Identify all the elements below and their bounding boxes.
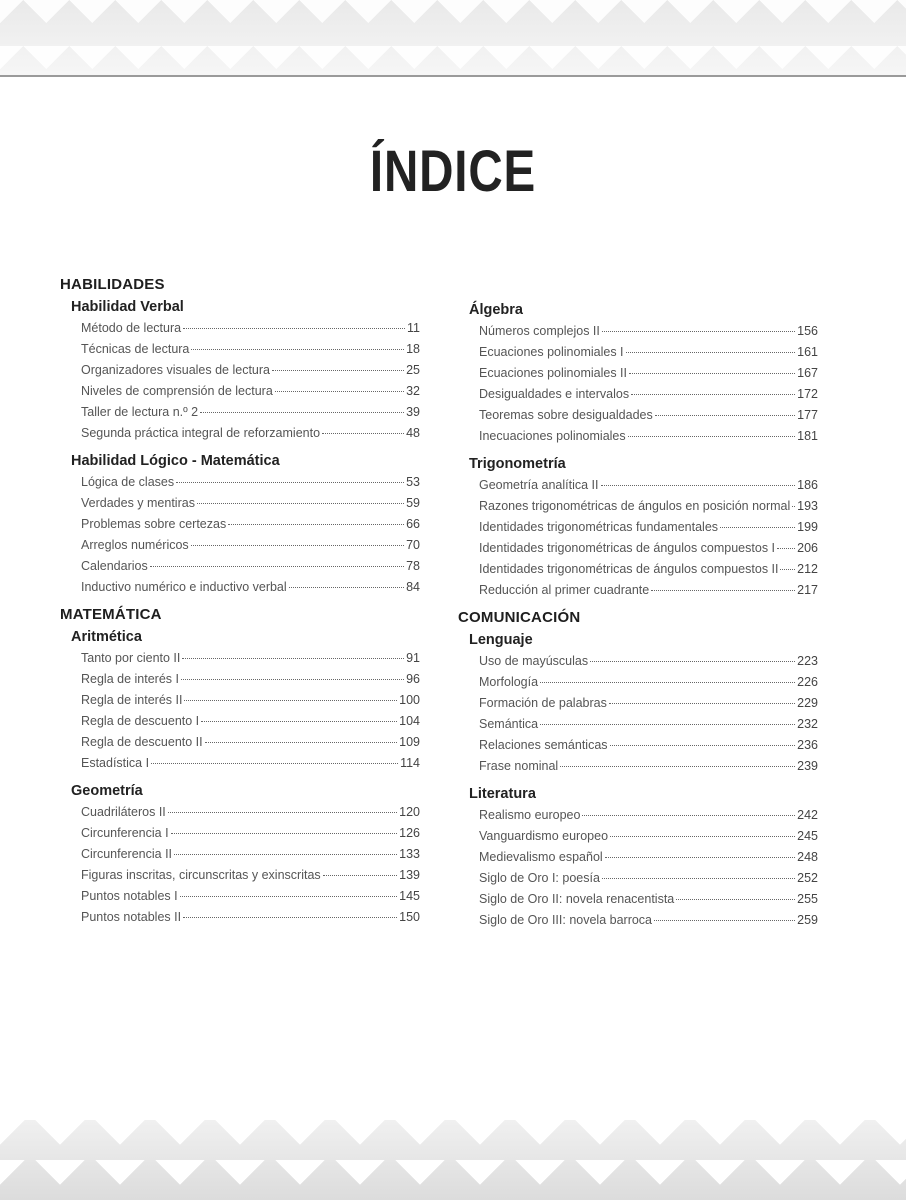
entry-page-number: 193 <box>797 499 818 513</box>
toc-entry[interactable] <box>479 735 818 756</box>
entry-page-number: 114 <box>400 756 420 770</box>
toc-entry[interactable] <box>81 493 420 514</box>
header-pattern-band <box>0 0 906 75</box>
entry-page-number: 78 <box>406 559 420 573</box>
subsection-heading-algebra: Álgebra <box>469 302 523 318</box>
dot-leader <box>197 503 404 504</box>
entry-page-number: 255 <box>797 892 818 906</box>
toc-entry[interactable] <box>479 517 818 538</box>
entry-title: Vanguardismo europeo <box>479 829 609 843</box>
header-divider <box>0 75 906 77</box>
entry-title: Siglo de Oro II: novela renacentista <box>479 892 675 906</box>
dot-leader <box>540 724 795 725</box>
dot-leader <box>191 545 404 546</box>
dot-leader <box>272 370 404 371</box>
entry-title: Medievalismo español <box>479 850 603 864</box>
entry-title: Arreglos numéricos <box>81 538 189 552</box>
entry-page-number: 91 <box>406 651 420 665</box>
dot-leader <box>651 590 795 591</box>
toc-entry[interactable] <box>81 556 420 577</box>
subsection-heading-geometria: Geometría <box>71 783 143 799</box>
entry-page-number: 217 <box>797 583 818 597</box>
toc-entry[interactable] <box>81 402 420 423</box>
dot-leader <box>629 373 795 374</box>
entry-title: Verdades y mentiras <box>81 496 195 510</box>
toc-entry[interactable] <box>479 805 818 826</box>
toc-entry[interactable] <box>81 360 420 381</box>
entry-title: Reducción al primer cuadrante <box>479 583 650 597</box>
dot-leader <box>191 349 404 350</box>
toc-entry[interactable] <box>479 868 818 889</box>
dot-leader <box>201 721 397 722</box>
entry-title: Inecuaciones polinomiales <box>479 429 626 443</box>
entry-page-number: 177 <box>797 408 818 422</box>
entry-page-number: 25 <box>406 363 420 377</box>
entry-page-number: 199 <box>797 520 818 534</box>
entry-title: Tanto por ciento II <box>81 651 181 665</box>
toc-entry[interactable] <box>81 823 420 844</box>
toc-entry[interactable] <box>81 669 420 690</box>
toc-entry[interactable] <box>81 753 420 774</box>
entry-title: Regla de descuento II <box>81 735 203 749</box>
toc-entry-list <box>81 648 420 774</box>
entry-page-number: 156 <box>797 324 818 338</box>
section-heading-matematica: MATEMÁTICA <box>60 606 162 623</box>
toc-left-column <box>60 274 420 934</box>
toc-entry-list <box>479 651 818 777</box>
dot-leader <box>183 917 397 918</box>
entry-page-number: 48 <box>406 426 420 440</box>
toc-entry[interactable] <box>479 910 818 931</box>
entry-title: Teoremas sobre desigualdades <box>479 408 653 422</box>
entry-title: Formación de palabras <box>479 696 607 710</box>
entry-page-number: 120 <box>399 805 420 819</box>
toc-entry[interactable] <box>81 472 420 493</box>
dot-leader <box>601 485 796 486</box>
entry-title: Circunferencia I <box>81 826 169 840</box>
section-heading-comunicacion: COMUNICACIÓN <box>458 609 581 626</box>
toc-entry-list <box>479 321 818 447</box>
dot-leader <box>183 328 405 329</box>
toc-entry[interactable] <box>479 496 818 517</box>
toc-entry[interactable] <box>81 802 420 823</box>
toc-entry[interactable] <box>81 514 420 535</box>
entry-page-number: 145 <box>399 889 420 903</box>
dot-leader <box>780 569 795 570</box>
toc-entry[interactable] <box>81 690 420 711</box>
toc-entry[interactable] <box>81 907 420 928</box>
entry-title: Razones trigonométricas de ángulos en posición normal <box>479 499 791 513</box>
toc-entry[interactable] <box>479 889 818 910</box>
entry-page-number: 172 <box>797 387 818 401</box>
entry-title: Cuadriláteros II <box>81 805 166 819</box>
subsection-heading-habilidad-logico-matematica: Habilidad Lógico - Matemática <box>71 453 280 469</box>
toc-entry[interactable] <box>479 363 818 384</box>
entry-title: Realismo europeo <box>479 808 581 822</box>
entry-title: Segunda práctica integral de reforzamiento <box>81 426 321 440</box>
entry-page-number: 212 <box>797 562 818 576</box>
entry-title: Desigualdades e intervalos <box>479 387 630 401</box>
dot-leader <box>176 482 404 483</box>
toc-entry[interactable] <box>479 847 818 868</box>
toc-entry-list <box>81 472 420 598</box>
entry-page-number: 252 <box>797 871 818 885</box>
entry-title: Ecuaciones polinomiales I <box>479 345 624 359</box>
dot-leader <box>540 682 795 683</box>
dot-leader <box>626 352 796 353</box>
entry-title: Geometría analítica II <box>479 478 599 492</box>
dot-leader <box>205 742 398 743</box>
subsection-heading-literatura: Literatura <box>469 786 536 802</box>
entry-page-number: 70 <box>406 538 420 552</box>
toc-entry[interactable] <box>479 756 818 777</box>
entry-title: Puntos notables I <box>81 889 178 903</box>
entry-page-number: 53 <box>406 475 420 489</box>
dot-leader <box>602 331 795 332</box>
entry-page-number: 39 <box>406 405 420 419</box>
entry-page-number: 133 <box>399 847 420 861</box>
toc-entry[interactable] <box>479 559 818 580</box>
toc-entry[interactable] <box>479 384 818 405</box>
toc-entry-list <box>81 318 420 444</box>
entry-title: Identidades trigonométricas fundamentales <box>479 520 719 534</box>
entry-page-number: 239 <box>797 759 818 773</box>
dot-leader <box>676 899 795 900</box>
entry-title: Morfología <box>479 675 539 689</box>
entry-title: Regla de interés II <box>81 693 183 707</box>
entry-title: Figuras inscritas, circunscritas y exinscritas <box>81 868 321 882</box>
entry-title: Calendarios <box>81 559 148 573</box>
entry-page-number: 181 <box>797 429 818 443</box>
entry-title: Problemas sobre certezas <box>81 517 227 531</box>
toc-entry-list <box>81 802 420 928</box>
toc-entry[interactable] <box>479 475 818 496</box>
entry-page-number: 229 <box>797 696 818 710</box>
toc-entry[interactable] <box>479 651 818 672</box>
entry-page-number: 150 <box>399 910 420 924</box>
dot-leader <box>180 896 398 897</box>
entry-page-number: 161 <box>797 345 818 359</box>
entry-title: Siglo de Oro III: novela barroca <box>479 913 653 927</box>
entry-title: Uso de mayúsculas <box>479 654 589 668</box>
toc-entry[interactable] <box>479 580 818 601</box>
toc-entry[interactable] <box>81 732 420 753</box>
entry-title: Siglo de Oro I: poesía <box>479 871 600 885</box>
toc-entry[interactable] <box>81 535 420 556</box>
entry-title: Taller de lectura n.º 2 <box>81 405 199 419</box>
dot-leader <box>228 524 404 525</box>
entry-page-number: 259 <box>797 913 818 927</box>
toc-entry[interactable] <box>81 648 420 669</box>
entry-page-number: 248 <box>797 850 818 864</box>
entry-title: Relaciones semánticas <box>479 738 608 752</box>
entry-page-number: 104 <box>399 714 420 728</box>
toc-entry[interactable] <box>81 844 420 865</box>
entry-title: Técnicas de lectura <box>81 342 190 356</box>
toc-entry[interactable] <box>81 423 420 444</box>
subsection-heading-lenguaje: Lenguaje <box>469 632 533 648</box>
dot-leader <box>792 506 795 507</box>
dot-leader <box>181 679 404 680</box>
entry-title: Circunferencia II <box>81 847 173 861</box>
toc-entry[interactable] <box>81 318 420 339</box>
entry-page-number: 96 <box>406 672 420 686</box>
dot-leader <box>655 415 795 416</box>
subsection-heading-trigonometria: Trigonometría <box>469 456 566 472</box>
dot-leader <box>200 412 404 413</box>
dot-leader <box>720 527 795 528</box>
entry-page-number: 109 <box>399 735 420 749</box>
toc-entry[interactable] <box>479 321 818 342</box>
dot-leader <box>609 703 795 704</box>
entry-page-number: 139 <box>399 868 420 882</box>
page-title: ÍNDICE <box>369 139 537 204</box>
entry-page-number: 59 <box>406 496 420 510</box>
subsection-heading-aritmetica: Aritmética <box>71 629 142 645</box>
toc-entry[interactable] <box>81 577 420 598</box>
dot-leader <box>654 920 795 921</box>
toc-entry[interactable] <box>479 342 818 363</box>
entry-page-number: 126 <box>399 826 420 840</box>
entry-page-number: 66 <box>406 517 420 531</box>
toc-entry[interactable] <box>479 426 818 447</box>
toc-entry[interactable] <box>81 886 420 907</box>
toc-entry[interactable] <box>479 693 818 714</box>
entry-title: Semántica <box>479 717 539 731</box>
toc-entry[interactable] <box>81 381 420 402</box>
dot-leader <box>171 833 398 834</box>
entry-page-number: 245 <box>797 829 818 843</box>
toc-entry[interactable] <box>479 672 818 693</box>
dot-leader <box>777 548 795 549</box>
entry-title: Estadística I <box>81 756 150 770</box>
toc-entry[interactable] <box>479 538 818 559</box>
dot-leader <box>275 391 404 392</box>
toc-entry[interactable] <box>81 339 420 360</box>
entry-title: Inductivo numérico e inductivo verbal <box>81 580 287 594</box>
dot-leader <box>184 700 397 701</box>
entry-title: Identidades trigonométricas de ángulos compuestos I <box>479 541 776 555</box>
entry-title: Regla de descuento I <box>81 714 200 728</box>
dot-leader <box>182 658 404 659</box>
toc-entry-list <box>479 805 818 931</box>
entry-page-number: 167 <box>797 366 818 380</box>
entry-page-number: 186 <box>797 478 818 492</box>
dot-leader <box>151 763 398 764</box>
subsection-heading-habilidad-verbal: Habilidad Verbal <box>71 299 184 315</box>
entry-title: Organizadores visuales de lectura <box>81 363 270 377</box>
dot-leader <box>322 433 404 434</box>
entry-page-number: 223 <box>797 654 818 668</box>
dot-leader <box>610 745 796 746</box>
toc-entry[interactable] <box>479 714 818 735</box>
section-heading-habilidades: HABILIDADES <box>60 276 165 293</box>
entry-page-number: 226 <box>797 675 818 689</box>
entry-title: Frase nominal <box>479 759 559 773</box>
entry-title: Lógica de clases <box>81 475 175 489</box>
dot-leader <box>602 878 795 879</box>
entry-title: Regla de interés I <box>81 672 179 686</box>
entry-page-number: 18 <box>406 342 420 356</box>
entry-page-number: 232 <box>797 717 818 731</box>
dot-leader <box>582 815 795 816</box>
dot-leader <box>628 436 796 437</box>
footer-pattern-band <box>0 1120 906 1200</box>
dot-leader <box>150 566 404 567</box>
entry-page-number: 236 <box>797 738 818 752</box>
entry-page-number: 206 <box>797 541 818 555</box>
toc-entry[interactable] <box>81 711 420 732</box>
entry-page-number: 84 <box>406 580 420 594</box>
toc-entry-list <box>479 475 818 601</box>
toc-right-column <box>458 299 818 937</box>
entry-title: Puntos notables II <box>81 910 182 924</box>
dot-leader <box>610 836 795 837</box>
dot-leader <box>168 812 397 813</box>
entry-page-number: 100 <box>399 693 420 707</box>
entry-page-number: 32 <box>406 384 420 398</box>
entry-title: Números complejos II <box>479 324 600 338</box>
entry-title: Identidades trigonométricas de ángulos compuestos II <box>479 562 779 576</box>
dot-leader <box>605 857 795 858</box>
toc-entry[interactable] <box>479 405 818 426</box>
entry-title: Niveles de comprensión de lectura <box>81 384 273 398</box>
entry-page-number: 242 <box>797 808 818 822</box>
dot-leader <box>323 875 397 876</box>
dot-leader <box>590 661 795 662</box>
dot-leader <box>560 766 795 767</box>
toc-entry[interactable] <box>479 826 818 847</box>
dot-leader <box>174 854 397 855</box>
toc-entry[interactable] <box>81 865 420 886</box>
dot-leader <box>631 394 795 395</box>
entry-page-number: 11 <box>407 321 420 335</box>
entry-title: Ecuaciones polinomiales II <box>479 366 627 380</box>
dot-leader <box>289 587 404 588</box>
entry-title: Método de lectura <box>81 321 182 335</box>
